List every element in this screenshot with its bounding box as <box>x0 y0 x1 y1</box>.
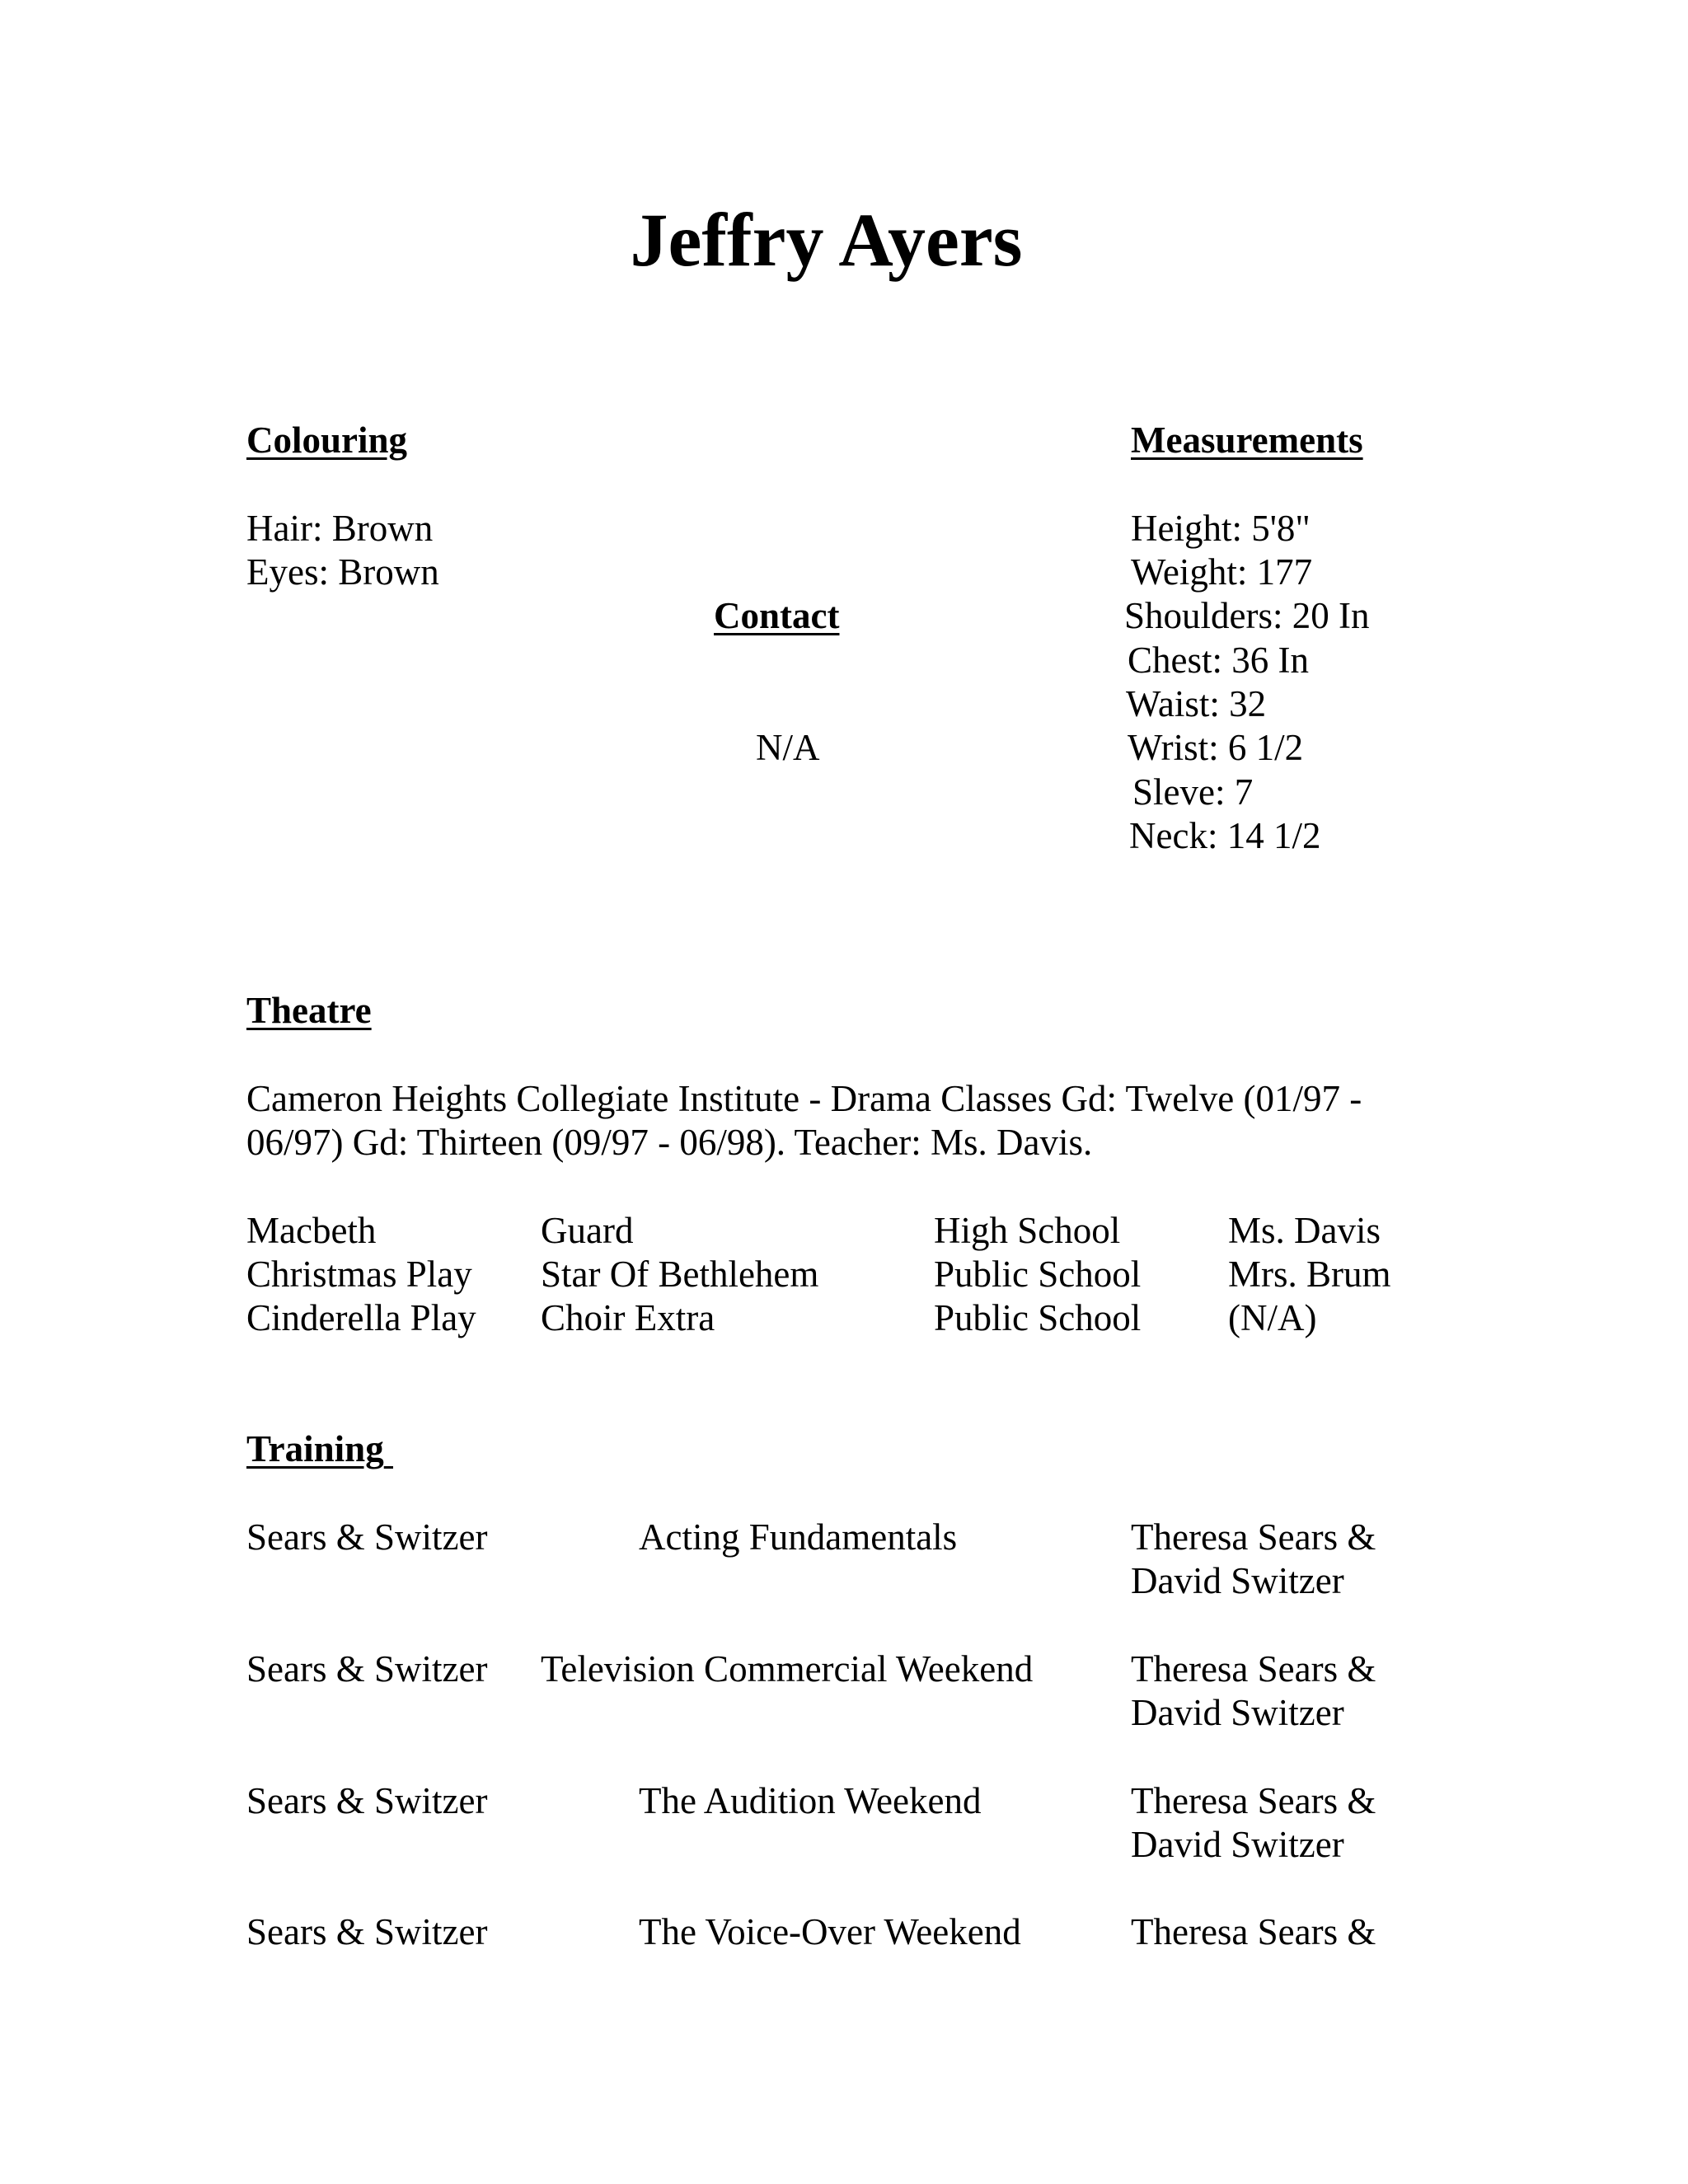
theatre-venue: High School <box>934 1210 1121 1251</box>
theatre-role: Star Of Bethlehem <box>541 1254 819 1295</box>
colouring-eyes: Eyes: Brown <box>246 551 439 593</box>
theatre-production: Cinderella Play <box>246 1297 476 1338</box>
colouring-heading: Colouring <box>246 419 408 461</box>
theatre-description: Cameron Heights Collegiate Institute - Drama Classes Gd: Twelve (01/97 - 06/97) Gd: Thirteen (09/97 - 06/98). Teacher: Ms. Davis. <box>246 1078 1362 1163</box>
measurements-heading: Measurements <box>1131 419 1363 461</box>
training-instructor: David Switzer <box>1131 1692 1344 1733</box>
measurement-sleeve: Sleve: 7 <box>1132 771 1254 813</box>
training-school: Sears & Switzer <box>246 1911 488 1952</box>
measurement-height: Height: 5'8" <box>1131 508 1311 549</box>
training-instructor: Theresa Sears & <box>1131 1911 1376 1952</box>
measurement-weight: Weight: 177 <box>1131 551 1313 593</box>
training-school: Sears & Switzer <box>246 1648 488 1690</box>
theatre-venue: Public School <box>934 1254 1142 1295</box>
training-course: The Audition Weekend <box>639 1780 982 1821</box>
theatre-director: (N/A) <box>1228 1297 1317 1338</box>
theatre-role: Choir Extra <box>541 1297 715 1338</box>
theatre-role: Guard <box>541 1210 634 1251</box>
training-instructor: Theresa Sears & <box>1131 1516 1376 1558</box>
measurement-waist: Waist: 32 <box>1126 683 1267 724</box>
theatre-production: Macbeth <box>246 1210 377 1251</box>
measurement-neck: Neck: 14 1/2 <box>1129 815 1321 856</box>
measurement-wrist: Wrist: 6 1/2 <box>1128 727 1304 768</box>
measurement-shoulders: Shoulders: 20 In <box>1124 595 1370 636</box>
measurement-chest: Chest: 36 In <box>1128 640 1309 681</box>
training-heading-text: Training <box>246 1428 384 1469</box>
training-heading <box>246 1427 393 1471</box>
training-course: The Voice-Over Weekend <box>639 1911 1021 1952</box>
training-course: Acting Fundamentals <box>639 1516 958 1558</box>
training-instructor: Theresa Sears & <box>1131 1780 1376 1821</box>
training-school: Sears & Switzer <box>246 1780 488 1821</box>
training-school: Sears & Switzer <box>246 1516 488 1558</box>
theatre-director: Ms. Davis <box>1228 1210 1381 1251</box>
theatre-production: Christmas Play <box>246 1254 472 1295</box>
theatre-heading: Theatre <box>246 990 372 1031</box>
contact-value: N/A <box>756 727 820 768</box>
theatre-director: Mrs. Brum <box>1228 1254 1391 1295</box>
training-instructor: David Switzer <box>1131 1560 1344 1601</box>
contact-heading: Contact <box>714 595 840 636</box>
theatre-venue: Public School <box>934 1297 1142 1338</box>
training-instructor: David Switzer <box>1131 1824 1344 1865</box>
training-course: Television Commercial Weekend <box>541 1648 1034 1690</box>
training-instructor: Theresa Sears & <box>1131 1648 1376 1690</box>
colouring-hair: Hair: Brown <box>246 508 434 549</box>
resume-name: Jeffry Ayers <box>630 198 1023 282</box>
